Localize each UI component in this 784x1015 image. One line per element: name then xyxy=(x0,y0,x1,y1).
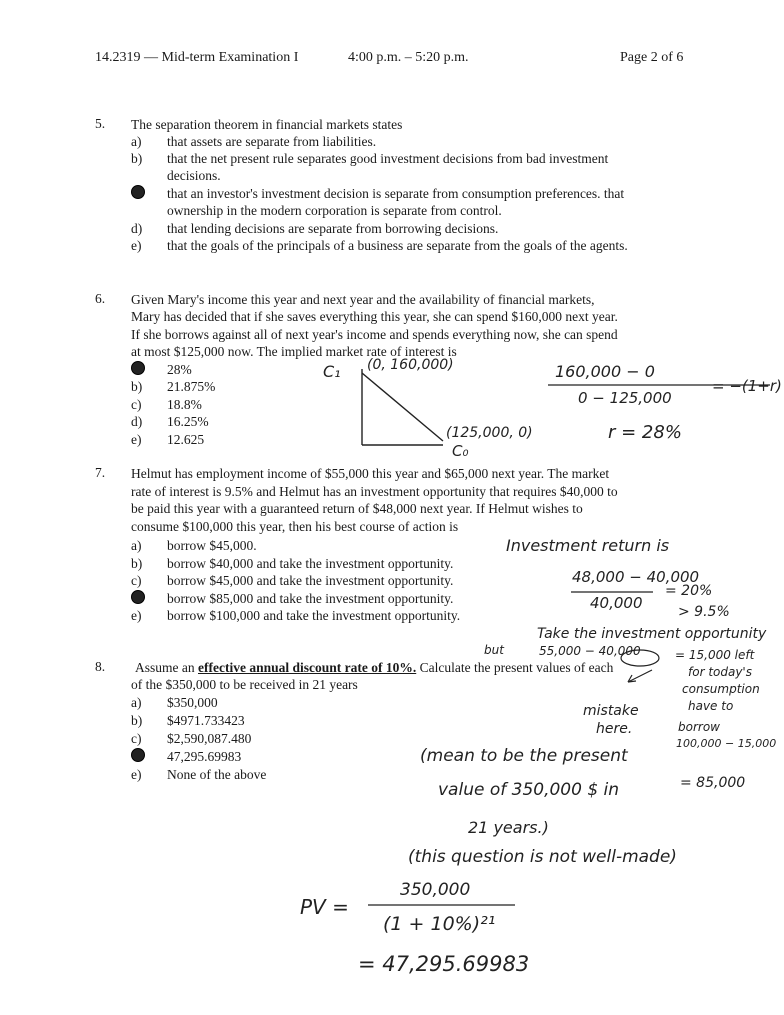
calc-rhs: = −(1+r) xyxy=(712,377,782,395)
note-line: have to xyxy=(688,699,734,713)
note-meant: 21 years.) xyxy=(468,818,549,837)
note-meant: value of 350,000 $ in xyxy=(438,780,620,800)
option-b-cont: decisions. xyxy=(167,168,221,183)
calc-numerator: 160,000 − 0 xyxy=(555,362,655,381)
graph-label-c0: C₀ xyxy=(452,442,469,460)
note-line: Investment return is xyxy=(506,536,670,555)
graph-point-top: (0, 160,000) xyxy=(367,357,454,373)
option-c-cont: ownership in the modern corporation is separate from control. xyxy=(167,203,502,218)
note-meant: (mean to be the present xyxy=(420,746,628,766)
note-line: 48,000 − 40,000 xyxy=(572,568,700,586)
graph-point-bottom: (125,000, 0) xyxy=(446,425,533,441)
graph-label-c1: C₁ xyxy=(323,362,341,381)
note-remark: (this question is not well-made) xyxy=(408,847,677,867)
exam-time: 4:00 p.m. – 5:20 p.m. xyxy=(348,50,469,65)
note-line: 100,000 − 15,000 xyxy=(676,737,777,750)
note-here: here. xyxy=(596,721,633,737)
note-line: = 20% xyxy=(665,583,713,599)
calc-denominator: 0 − 125,000 xyxy=(578,389,672,407)
question-stem: The separation theorem in financial markets states xyxy=(131,117,403,132)
exam-title: 14.2319 — Mid-term Examination I xyxy=(95,50,299,65)
question-number: 5. xyxy=(95,116,106,131)
page-number: Page 2 of 6 xyxy=(620,50,684,65)
question-stem-2: of the $350,000 to be received in 21 years xyxy=(131,677,358,692)
question-stem-1: Given Mary's income this year and next year and the availability of financial markets, xyxy=(131,292,595,307)
pv-result: = 47,295.69983 xyxy=(358,952,530,976)
question-number: 8. xyxy=(95,659,106,674)
note-line: = 85,000 xyxy=(680,775,746,791)
calc-result: r = 28% xyxy=(608,422,682,443)
question-number: 7. xyxy=(95,465,106,480)
question-number: 6. xyxy=(95,291,106,306)
question-stem-1: Assume an effective annual discount rate of 10%. Calculate the present values of each xyxy=(135,660,614,675)
question-stem-4: consume $100,000 this year, then his best course of action is xyxy=(131,519,459,534)
note-line: consumption xyxy=(682,682,760,696)
pv-label: PV = xyxy=(300,895,349,919)
note-line: > 9.5% xyxy=(678,604,730,620)
question-stem-3: If she borrows against all of next year's income and spends everything now, she can spend xyxy=(131,327,618,342)
note-line: Take the investment opportunity xyxy=(537,626,767,642)
pv-denominator: (1 + 10%)²¹ xyxy=(383,913,496,935)
question-stem-2: rate of interest is 9.5% and Helmut has an investment opportunity that requires $40,000 to xyxy=(131,484,618,499)
question-stem-2: Mary has decided that if she saves everything this year, she can spend $160,000 next year. xyxy=(131,309,618,324)
budget-line xyxy=(362,373,443,441)
pv-numerator: 350,000 xyxy=(400,880,471,900)
question-stem-4: at most $125,000 now. The implied market rate of interest is xyxy=(131,344,457,359)
note-mistake: mistake xyxy=(583,703,639,719)
note-line: for today's xyxy=(688,665,752,679)
note-line: 40,000 xyxy=(590,594,643,612)
question-stem-3: be paid this year with a guaranteed return of $48,000 next year. If Helmut wishes to xyxy=(131,501,583,516)
note-but: but xyxy=(484,643,504,657)
question-stem-1: Helmut has employment income of $55,000 this year and $65,000 next year. The market xyxy=(131,466,610,481)
note-line: borrow xyxy=(678,720,720,734)
note-line: = 15,000 left xyxy=(675,648,755,662)
note-subtraction: 55,000 − 40,000 xyxy=(539,644,641,658)
